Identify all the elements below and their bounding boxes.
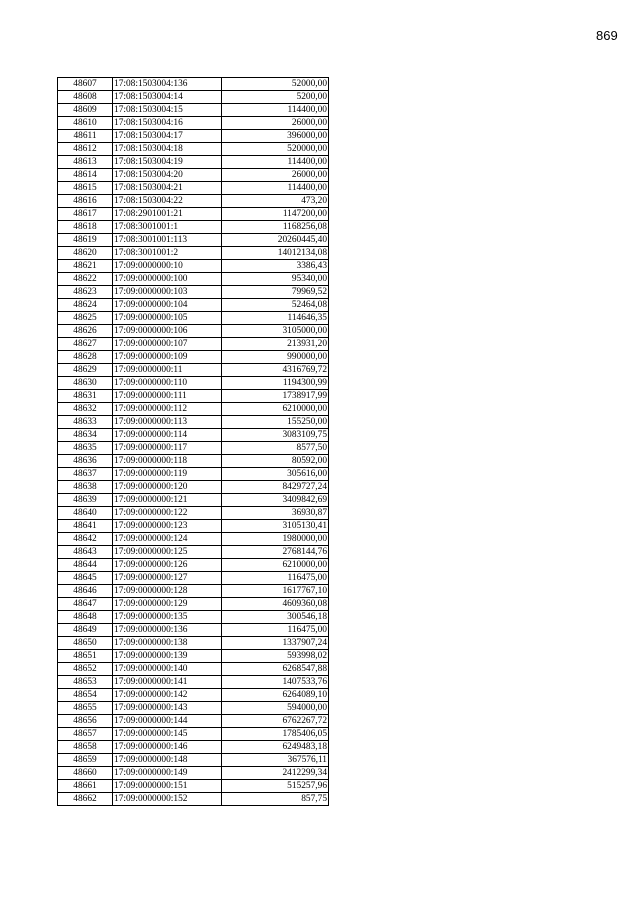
value-cell: 116475,00 bbox=[222, 624, 329, 637]
table-row bbox=[58, 793, 329, 806]
cadastral-number-cell: 17:09:0000000:123 bbox=[113, 520, 222, 533]
value-cell: 6268547,88 bbox=[222, 663, 329, 676]
cadastral-number-cell: 17:08:1503004:16 bbox=[113, 117, 222, 130]
row-number-cell: 48647 bbox=[58, 598, 113, 611]
cadastral-number-cell: 17:09:0000000:112 bbox=[113, 403, 222, 416]
value-cell: 26000,00 bbox=[222, 117, 329, 130]
table-row bbox=[58, 455, 329, 468]
row-number-cell: 48627 bbox=[58, 338, 113, 351]
value-cell: 3409842,69 bbox=[222, 494, 329, 507]
value-cell: 305616,00 bbox=[222, 468, 329, 481]
row-number-cell: 48621 bbox=[58, 260, 113, 273]
cadastral-number-cell: 17:09:0000000:128 bbox=[113, 585, 222, 598]
table-row bbox=[58, 572, 329, 585]
cadastral-number-cell: 17:09:0000000:100 bbox=[113, 273, 222, 286]
row-number-cell: 48652 bbox=[58, 663, 113, 676]
cadastral-number-cell: 17:09:0000000:151 bbox=[113, 780, 222, 793]
cadastral-number-cell: 17:08:1503004:21 bbox=[113, 182, 222, 195]
table-row bbox=[58, 754, 329, 767]
cadastral-number-cell: 17:09:0000000:105 bbox=[113, 312, 222, 325]
table-body bbox=[58, 78, 329, 806]
value-cell: 52464,08 bbox=[222, 299, 329, 312]
table-row bbox=[58, 143, 329, 156]
table-row bbox=[58, 598, 329, 611]
value-cell: 6210000,00 bbox=[222, 559, 329, 572]
value-cell: 2768144,76 bbox=[222, 546, 329, 559]
table-row bbox=[58, 611, 329, 624]
value-cell: 1407533,76 bbox=[222, 676, 329, 689]
value-cell: 4609360,08 bbox=[222, 598, 329, 611]
value-cell: 114400,00 bbox=[222, 182, 329, 195]
cadastral-number-cell: 17:08:1503004:14 bbox=[113, 91, 222, 104]
row-number-cell: 48631 bbox=[58, 390, 113, 403]
row-number-cell: 48659 bbox=[58, 754, 113, 767]
table-row bbox=[58, 676, 329, 689]
row-number-cell: 48640 bbox=[58, 507, 113, 520]
value-cell: 473,20 bbox=[222, 195, 329, 208]
cadastral-number-cell: 17:09:0000000:106 bbox=[113, 325, 222, 338]
row-number-cell: 48655 bbox=[58, 702, 113, 715]
table-row bbox=[58, 403, 329, 416]
row-number-cell: 48628 bbox=[58, 351, 113, 364]
cadastral-number-cell: 17:09:0000000:109 bbox=[113, 351, 222, 364]
row-number-cell: 48649 bbox=[58, 624, 113, 637]
value-cell: 4316769,72 bbox=[222, 364, 329, 377]
value-cell: 79969,52 bbox=[222, 286, 329, 299]
table-row bbox=[58, 117, 329, 130]
table-row bbox=[58, 520, 329, 533]
row-number-cell: 48617 bbox=[58, 208, 113, 221]
table-row bbox=[58, 390, 329, 403]
row-number-cell: 48623 bbox=[58, 286, 113, 299]
table-row bbox=[58, 663, 329, 676]
value-cell: 396000,00 bbox=[222, 130, 329, 143]
row-number-cell: 48612 bbox=[58, 143, 113, 156]
row-number-cell: 48611 bbox=[58, 130, 113, 143]
value-cell: 116475,00 bbox=[222, 572, 329, 585]
table-row bbox=[58, 156, 329, 169]
table-row bbox=[58, 468, 329, 481]
table-row bbox=[58, 429, 329, 442]
table-row bbox=[58, 169, 329, 182]
cadastral-number-cell: 17:09:0000000:142 bbox=[113, 689, 222, 702]
value-cell: 8429727,24 bbox=[222, 481, 329, 494]
cadastral-number-cell: 17:08:1503004:17 bbox=[113, 130, 222, 143]
table-row bbox=[58, 377, 329, 390]
cadastral-number-cell: 17:09:0000000:135 bbox=[113, 611, 222, 624]
cadastral-number-cell: 17:08:3001001:1 bbox=[113, 221, 222, 234]
value-cell: 155250,00 bbox=[222, 416, 329, 429]
row-number-cell: 48656 bbox=[58, 715, 113, 728]
cadastral-number-cell: 17:09:0000000:145 bbox=[113, 728, 222, 741]
cadastral-number-cell: 17:09:0000000:119 bbox=[113, 468, 222, 481]
table-row bbox=[58, 494, 329, 507]
table-row bbox=[58, 728, 329, 741]
table-row bbox=[58, 715, 329, 728]
cadastral-number-cell: 17:09:0000000:103 bbox=[113, 286, 222, 299]
value-cell: 367576,11 bbox=[222, 754, 329, 767]
row-number-cell: 48660 bbox=[58, 767, 113, 780]
cadastral-number-cell: 17:09:0000000:111 bbox=[113, 390, 222, 403]
table-row bbox=[58, 351, 329, 364]
row-number-cell: 48653 bbox=[58, 676, 113, 689]
table-row bbox=[58, 260, 329, 273]
row-number-cell: 48624 bbox=[58, 299, 113, 312]
row-number-cell: 48638 bbox=[58, 481, 113, 494]
table-row bbox=[58, 312, 329, 325]
value-cell: 1147200,00 bbox=[222, 208, 329, 221]
cadastral-number-cell: 17:08:1503004:19 bbox=[113, 156, 222, 169]
cadastral-number-cell: 17:09:0000000:104 bbox=[113, 299, 222, 312]
value-cell: 6249483,18 bbox=[222, 741, 329, 754]
table-row bbox=[58, 195, 329, 208]
table-row bbox=[58, 91, 329, 104]
value-cell: 300546,18 bbox=[222, 611, 329, 624]
value-cell: 1785406,05 bbox=[222, 728, 329, 741]
cadastral-number-cell: 17:09:0000000:149 bbox=[113, 767, 222, 780]
table-row bbox=[58, 78, 329, 91]
table-row bbox=[58, 741, 329, 754]
table-row bbox=[58, 507, 329, 520]
row-number-cell: 48645 bbox=[58, 572, 113, 585]
value-cell: 1980000,00 bbox=[222, 533, 329, 546]
row-number-cell: 48633 bbox=[58, 416, 113, 429]
cadastral-number-cell: 17:09:0000000:138 bbox=[113, 637, 222, 650]
cadastral-number-cell: 17:09:0000000:117 bbox=[113, 442, 222, 455]
table-row bbox=[58, 624, 329, 637]
row-number-cell: 48632 bbox=[58, 403, 113, 416]
cadastral-number-cell: 17:09:0000000:144 bbox=[113, 715, 222, 728]
cadastral-number-cell: 17:09:0000000:146 bbox=[113, 741, 222, 754]
table-row bbox=[58, 273, 329, 286]
value-cell: 3386,43 bbox=[222, 260, 329, 273]
table-row bbox=[58, 130, 329, 143]
row-number-cell: 48648 bbox=[58, 611, 113, 624]
cadastral-number-cell: 17:09:0000000:136 bbox=[113, 624, 222, 637]
table-row bbox=[58, 650, 329, 663]
row-number-cell: 48620 bbox=[58, 247, 113, 260]
row-number-cell: 48634 bbox=[58, 429, 113, 442]
row-number-cell: 48625 bbox=[58, 312, 113, 325]
cadastral-number-cell: 17:09:0000000:127 bbox=[113, 572, 222, 585]
cadastral-number-cell: 17:09:0000000:122 bbox=[113, 507, 222, 520]
row-number-cell: 48626 bbox=[58, 325, 113, 338]
value-cell: 6264089,10 bbox=[222, 689, 329, 702]
cadastral-number-cell: 17:09:0000000:129 bbox=[113, 598, 222, 611]
value-cell: 1617767,10 bbox=[222, 585, 329, 598]
row-number-cell: 48618 bbox=[58, 221, 113, 234]
table-row bbox=[58, 585, 329, 598]
row-number-cell: 48644 bbox=[58, 559, 113, 572]
table-row bbox=[58, 546, 329, 559]
table-row bbox=[58, 364, 329, 377]
value-cell: 14012134,08 bbox=[222, 247, 329, 260]
value-cell: 990000,00 bbox=[222, 351, 329, 364]
cadastral-number-cell: 17:09:0000000:143 bbox=[113, 702, 222, 715]
cadastral-number-cell: 17:09:0000000:126 bbox=[113, 559, 222, 572]
table-row bbox=[58, 299, 329, 312]
cadastral-number-cell: 17:09:0000000:148 bbox=[113, 754, 222, 767]
table-row bbox=[58, 767, 329, 780]
value-cell: 95340,00 bbox=[222, 273, 329, 286]
row-number-cell: 48639 bbox=[58, 494, 113, 507]
row-number-cell: 48616 bbox=[58, 195, 113, 208]
value-cell: 6762267,72 bbox=[222, 715, 329, 728]
value-cell: 857,75 bbox=[222, 793, 329, 806]
cadastral-number-cell: 17:09:0000000:152 bbox=[113, 793, 222, 806]
value-cell: 593998,02 bbox=[222, 650, 329, 663]
cadastral-number-cell: 17:09:0000000:120 bbox=[113, 481, 222, 494]
cadastral-number-cell: 17:09:0000000:107 bbox=[113, 338, 222, 351]
table-row bbox=[58, 104, 329, 117]
cadastral-number-cell: 17:09:0000000:140 bbox=[113, 663, 222, 676]
value-cell: 20260445,40 bbox=[222, 234, 329, 247]
row-number-cell: 48646 bbox=[58, 585, 113, 598]
row-number-cell: 48607 bbox=[58, 78, 113, 91]
cadastral-number-cell: 17:08:1503004:136 bbox=[113, 78, 222, 91]
cadastral-number-cell: 17:09:0000000:113 bbox=[113, 416, 222, 429]
cadastral-number-cell: 17:08:3001001:113 bbox=[113, 234, 222, 247]
table-row bbox=[58, 481, 329, 494]
table-row bbox=[58, 325, 329, 338]
value-cell: 114400,00 bbox=[222, 156, 329, 169]
cadastral-number-cell: 17:09:0000000:114 bbox=[113, 429, 222, 442]
cadastral-number-cell: 17:08:3001001:2 bbox=[113, 247, 222, 260]
cadastral-number-cell: 17:09:0000000:141 bbox=[113, 676, 222, 689]
cadastral-number-cell: 17:09:0000000:10 bbox=[113, 260, 222, 273]
table-row bbox=[58, 221, 329, 234]
row-number-cell: 48654 bbox=[58, 689, 113, 702]
value-cell: 2412299,34 bbox=[222, 767, 329, 780]
table-row bbox=[58, 780, 329, 793]
table-row bbox=[58, 442, 329, 455]
table-row bbox=[58, 247, 329, 260]
value-cell: 594000,00 bbox=[222, 702, 329, 715]
row-number-cell: 48613 bbox=[58, 156, 113, 169]
value-cell: 52000,00 bbox=[222, 78, 329, 91]
row-number-cell: 48636 bbox=[58, 455, 113, 468]
row-number-cell: 48657 bbox=[58, 728, 113, 741]
cadastral-number-cell: 17:08:2901001:21 bbox=[113, 208, 222, 221]
row-number-cell: 48661 bbox=[58, 780, 113, 793]
value-cell: 3105130,41 bbox=[222, 520, 329, 533]
value-cell: 515257,96 bbox=[222, 780, 329, 793]
value-cell: 520000,00 bbox=[222, 143, 329, 156]
row-number-cell: 48610 bbox=[58, 117, 113, 130]
value-cell: 3083109,75 bbox=[222, 429, 329, 442]
value-cell: 5200,00 bbox=[222, 91, 329, 104]
value-cell: 1168256,08 bbox=[222, 221, 329, 234]
row-number-cell: 48637 bbox=[58, 468, 113, 481]
row-number-cell: 48658 bbox=[58, 741, 113, 754]
value-cell: 36930,87 bbox=[222, 507, 329, 520]
row-number-cell: 48614 bbox=[58, 169, 113, 182]
table-row bbox=[58, 182, 329, 195]
cadastral-number-cell: 17:09:0000000:11 bbox=[113, 364, 222, 377]
cadastral-number-cell: 17:08:1503004:15 bbox=[113, 104, 222, 117]
row-number-cell: 48642 bbox=[58, 533, 113, 546]
value-cell: 1738917,99 bbox=[222, 390, 329, 403]
row-number-cell: 48630 bbox=[58, 377, 113, 390]
table-row bbox=[58, 559, 329, 572]
table-row bbox=[58, 702, 329, 715]
row-number-cell: 48651 bbox=[58, 650, 113, 663]
row-number-cell: 48609 bbox=[58, 104, 113, 117]
value-cell: 213931,20 bbox=[222, 338, 329, 351]
row-number-cell: 48619 bbox=[58, 234, 113, 247]
value-cell: 3105000,00 bbox=[222, 325, 329, 338]
row-number-cell: 48662 bbox=[58, 793, 113, 806]
table-row bbox=[58, 533, 329, 546]
cadastral-number-cell: 17:09:0000000:121 bbox=[113, 494, 222, 507]
row-number-cell: 48629 bbox=[58, 364, 113, 377]
row-number-cell: 48608 bbox=[58, 91, 113, 104]
cadastral-number-cell: 17:09:0000000:110 bbox=[113, 377, 222, 390]
value-cell: 8577,50 bbox=[222, 442, 329, 455]
table-row bbox=[58, 338, 329, 351]
cadastral-number-cell: 17:09:0000000:124 bbox=[113, 533, 222, 546]
row-number-cell: 48622 bbox=[58, 273, 113, 286]
cadastral-number-cell: 17:08:1503004:20 bbox=[113, 169, 222, 182]
value-cell: 114646,35 bbox=[222, 312, 329, 325]
table-row bbox=[58, 689, 329, 702]
value-cell: 26000,00 bbox=[222, 169, 329, 182]
row-number-cell: 48641 bbox=[58, 520, 113, 533]
cadastral-number-cell: 17:08:1503004:22 bbox=[113, 195, 222, 208]
table-row bbox=[58, 416, 329, 429]
cadastral-number-cell: 17:09:0000000:139 bbox=[113, 650, 222, 663]
table-row bbox=[58, 234, 329, 247]
table-row bbox=[58, 208, 329, 221]
row-number-cell: 48643 bbox=[58, 546, 113, 559]
cadastral-value-table bbox=[57, 77, 329, 806]
value-cell: 6210000,00 bbox=[222, 403, 329, 416]
cadastral-number-cell: 17:09:0000000:125 bbox=[113, 546, 222, 559]
row-number-cell: 48635 bbox=[58, 442, 113, 455]
cadastral-number-cell: 17:09:0000000:118 bbox=[113, 455, 222, 468]
row-number-cell: 48615 bbox=[58, 182, 113, 195]
table-row bbox=[58, 286, 329, 299]
value-cell: 1194300,99 bbox=[222, 377, 329, 390]
value-cell: 114400,00 bbox=[222, 104, 329, 117]
cadastral-number-cell: 17:08:1503004:18 bbox=[113, 143, 222, 156]
value-cell: 1337907,24 bbox=[222, 637, 329, 650]
page-number: 869 bbox=[596, 28, 618, 43]
row-number-cell: 48650 bbox=[58, 637, 113, 650]
value-cell: 80592,00 bbox=[222, 455, 329, 468]
table-row bbox=[58, 637, 329, 650]
